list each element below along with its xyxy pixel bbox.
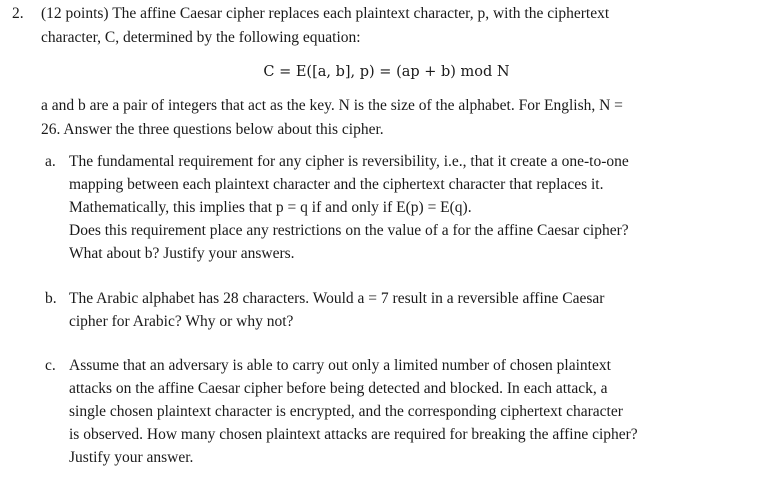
question-line-3: a and b are a pair of integers that act as the key. N is the size of the alphabet. For English, N =: [41, 97, 623, 114]
part-b-letter: b.: [45, 290, 57, 307]
question-number: 2.: [12, 5, 24, 22]
affine-equation: C = E([a, b], p) = (ap + b) mod N: [263, 64, 510, 80]
part-a-line-5: What about b? Justify your answers.: [69, 245, 295, 262]
part-a-line-2: mapping between each plaintext character and the ciphertext character that replaces it.: [69, 176, 604, 193]
part-a-line-1: The fundamental requirement for any cipher is reversibility, i.e., that it create a one-to-one: [69, 153, 629, 170]
part-c-letter: c.: [45, 357, 56, 374]
question-line-4: 26. Answer the three questions below about this cipher.: [41, 121, 384, 138]
part-a-letter: a.: [45, 153, 56, 170]
part-b-line-2: cipher for Arabic? Why or why not?: [69, 313, 294, 330]
part-c-line-2: attacks on the affine Caesar cipher before being detected and blocked. In each attack, a: [69, 380, 608, 397]
question-line-2: character, C, determined by the following equation:: [41, 29, 361, 46]
part-a-line-3: Mathematically, this implies that p = q if and only if E(p) = E(q).: [69, 199, 472, 216]
part-c-line-3: single chosen plaintext character is encrypted, and the corresponding ciphertext character: [69, 403, 623, 420]
part-a-line-4: Does this requirement place any restrictions on the value of a for the affine Caesar cipher?: [69, 222, 629, 239]
question-line-1: (12 points) The affine Caesar cipher replaces each plaintext character, p, with the ciphertext: [41, 5, 610, 22]
part-b-line-1: The Arabic alphabet has 28 characters. Would a = 7 result in a reversible affine Caesar: [69, 290, 605, 307]
part-c-line-5: Justify your answer.: [69, 449, 194, 466]
part-c-line-1: Assume that an adversary is able to carry out only a limited number of chosen plaintext: [69, 357, 611, 374]
part-c-line-4: is observed. How many chosen plaintext attacks are required for breaking the affine cipher?: [69, 426, 638, 443]
